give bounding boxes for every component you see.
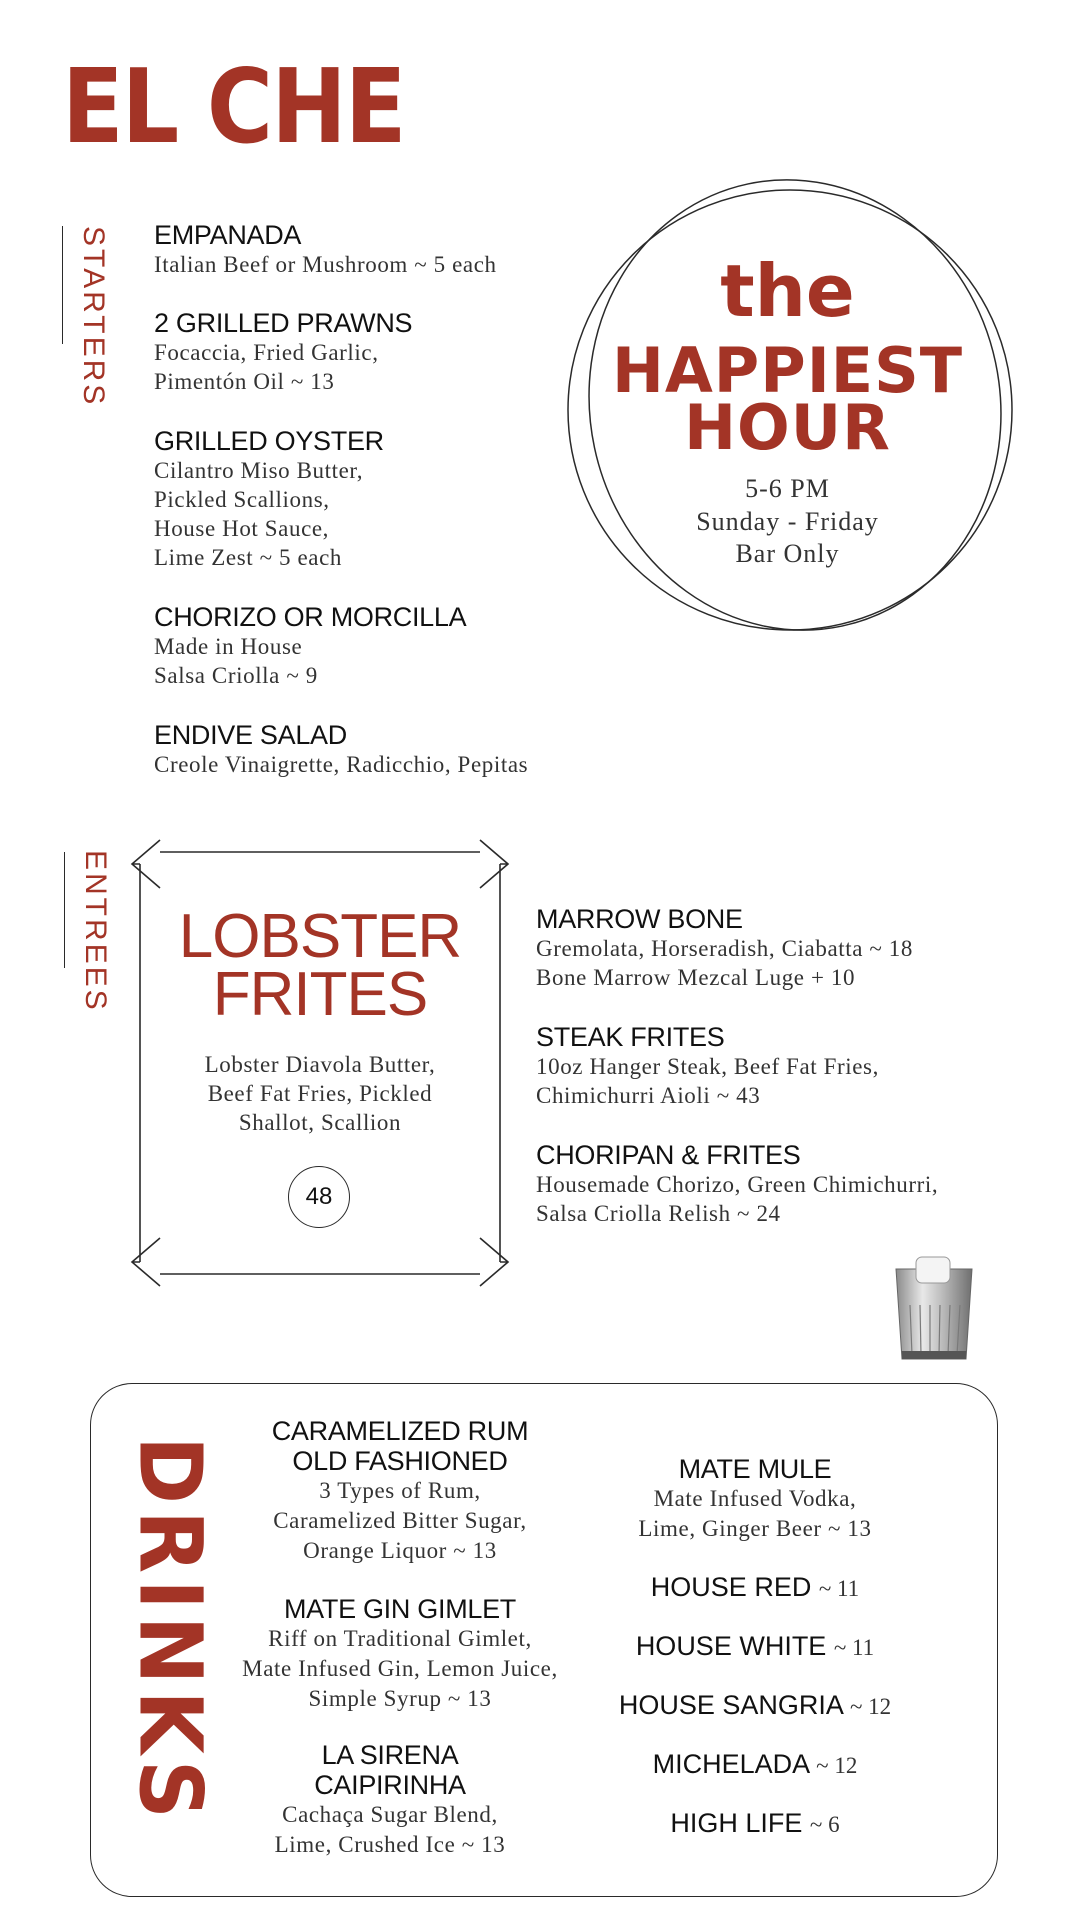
starter-item	[154, 720, 528, 779]
item-desc: Gremolata, Horseradish, Ciabatta ~ 18 Bone Marrow Mezcal Luge + 10	[536, 936, 913, 990]
item-desc: Riff on Traditional Gimlet, Mate Infused Gin, Lemon Juice, Simple Syrup ~ 13	[242, 1626, 558, 1711]
happy-hour-days: Sunday - Friday	[696, 507, 879, 536]
rocks-glass-image	[890, 1255, 978, 1365]
drink-price: ~ 6	[809, 1812, 840, 1837]
item-name: ENDIVE SALAD	[154, 720, 347, 750]
drink-line	[590, 1808, 920, 1839]
mate-mule-item	[590, 1454, 920, 1544]
item-desc: Made in House Salsa Criolla ~ 9	[154, 634, 318, 688]
entrees-label: ENTREES	[79, 850, 112, 1013]
starters-label: STARTERS	[77, 226, 110, 408]
item-name: CARAMELIZED RUM OLD FASHIONED	[271, 1416, 529, 1476]
drink-line	[590, 1749, 920, 1780]
item-desc: Mate Infused Vodka, Lime, Ginger Beer ~ 13	[638, 1486, 872, 1541]
happy-hour-line2: HOUR	[684, 391, 891, 464]
item-name: STEAK FRITES	[536, 1022, 725, 1052]
starter-item	[154, 602, 466, 690]
happy-hour-badge	[555, 175, 1020, 645]
item-desc: 10oz Hanger Steak, Beef Fat Fries, Chimichurri Aioli ~ 43	[536, 1054, 879, 1108]
item-name: MATE GIN GIMLET	[283, 1594, 516, 1624]
item-desc: Cachaça Sugar Blend, Lime, Crushed Ice ~ 13	[274, 1802, 506, 1857]
el-che-logo: EL CHE	[62, 47, 405, 168]
item-desc: Cilantro Miso Butter, Pickled Scallions, House Hot Sauce, Lime Zest ~ 5 each	[154, 458, 364, 570]
item-name: GRILLED OYSTER	[154, 426, 384, 456]
entree-item	[536, 1140, 938, 1228]
item-desc: Italian Beef or Mushroom ~ 5 each	[154, 252, 497, 277]
item-name: CHORIPAN & FRITES	[536, 1140, 801, 1170]
entree-item	[536, 1022, 879, 1110]
starters-divider	[62, 226, 63, 344]
lobster-frites-title: LOBSTER FRITES	[178, 902, 462, 1029]
lobster-frites-price: 48	[288, 1166, 350, 1228]
drink-name: MICHELADA	[652, 1749, 809, 1779]
drink-line	[590, 1631, 920, 1662]
cocktail-item	[200, 1416, 600, 1566]
drink-price: ~ 11	[833, 1635, 875, 1660]
happy-hour-where: Bar Only	[735, 539, 840, 568]
drink-price: ~ 11	[818, 1576, 860, 1601]
starter-item	[154, 220, 497, 279]
drink-line	[590, 1690, 920, 1721]
item-name: 2 GRILLED PRAWNS	[154, 308, 413, 338]
happy-hour-time: 5-6 PM	[745, 474, 830, 503]
drink-name: HOUSE WHITE	[635, 1631, 827, 1661]
entrees-divider	[64, 852, 65, 968]
drinks-label	[119, 1436, 220, 1846]
entree-item	[536, 904, 913, 992]
cocktail-item	[190, 1594, 610, 1714]
item-desc: Creole Vinaigrette, Radicchio, Pepitas	[154, 752, 529, 777]
item-desc: Focaccia, Fried Garlic, Pimentón Oil ~ 13	[154, 340, 379, 394]
item-desc: 3 Types of Rum, Caramelized Bitter Sugar, Orange Liquor ~ 13	[273, 1478, 527, 1563]
starter-item	[154, 426, 384, 572]
starter-item	[154, 308, 412, 396]
lobster-frites-desc: Lobster Diavola Butter, Beef Fat Fries, Pickled Shallot, Scallion	[204, 1052, 436, 1135]
item-name: MATE MULE	[678, 1454, 832, 1484]
happy-hour-line1: HAPPIEST	[611, 334, 964, 407]
happy-hour-the: the	[720, 249, 855, 333]
drink-price: ~ 12	[849, 1694, 892, 1719]
item-desc: Housemade Chorizo, Green Chimichurri, Salsa Criolla Relish ~ 24	[536, 1172, 939, 1226]
drink-name: HOUSE SANGRIA	[618, 1690, 843, 1720]
item-name: LA SIRENA CAIPIRINHA	[314, 1740, 466, 1800]
item-name: MARROW BONE	[536, 904, 743, 934]
drinks-label-text: DRINKS	[119, 1436, 220, 1825]
drink-name: HIGH LIFE	[670, 1808, 803, 1838]
drink-price: ~ 12	[816, 1753, 858, 1778]
cocktail-item	[200, 1740, 580, 1860]
drink-line	[590, 1572, 920, 1603]
drink-name: HOUSE RED	[650, 1572, 812, 1602]
item-name: EMPANADA	[154, 220, 302, 250]
item-name: CHORIZO OR MORCILLA	[154, 602, 467, 632]
